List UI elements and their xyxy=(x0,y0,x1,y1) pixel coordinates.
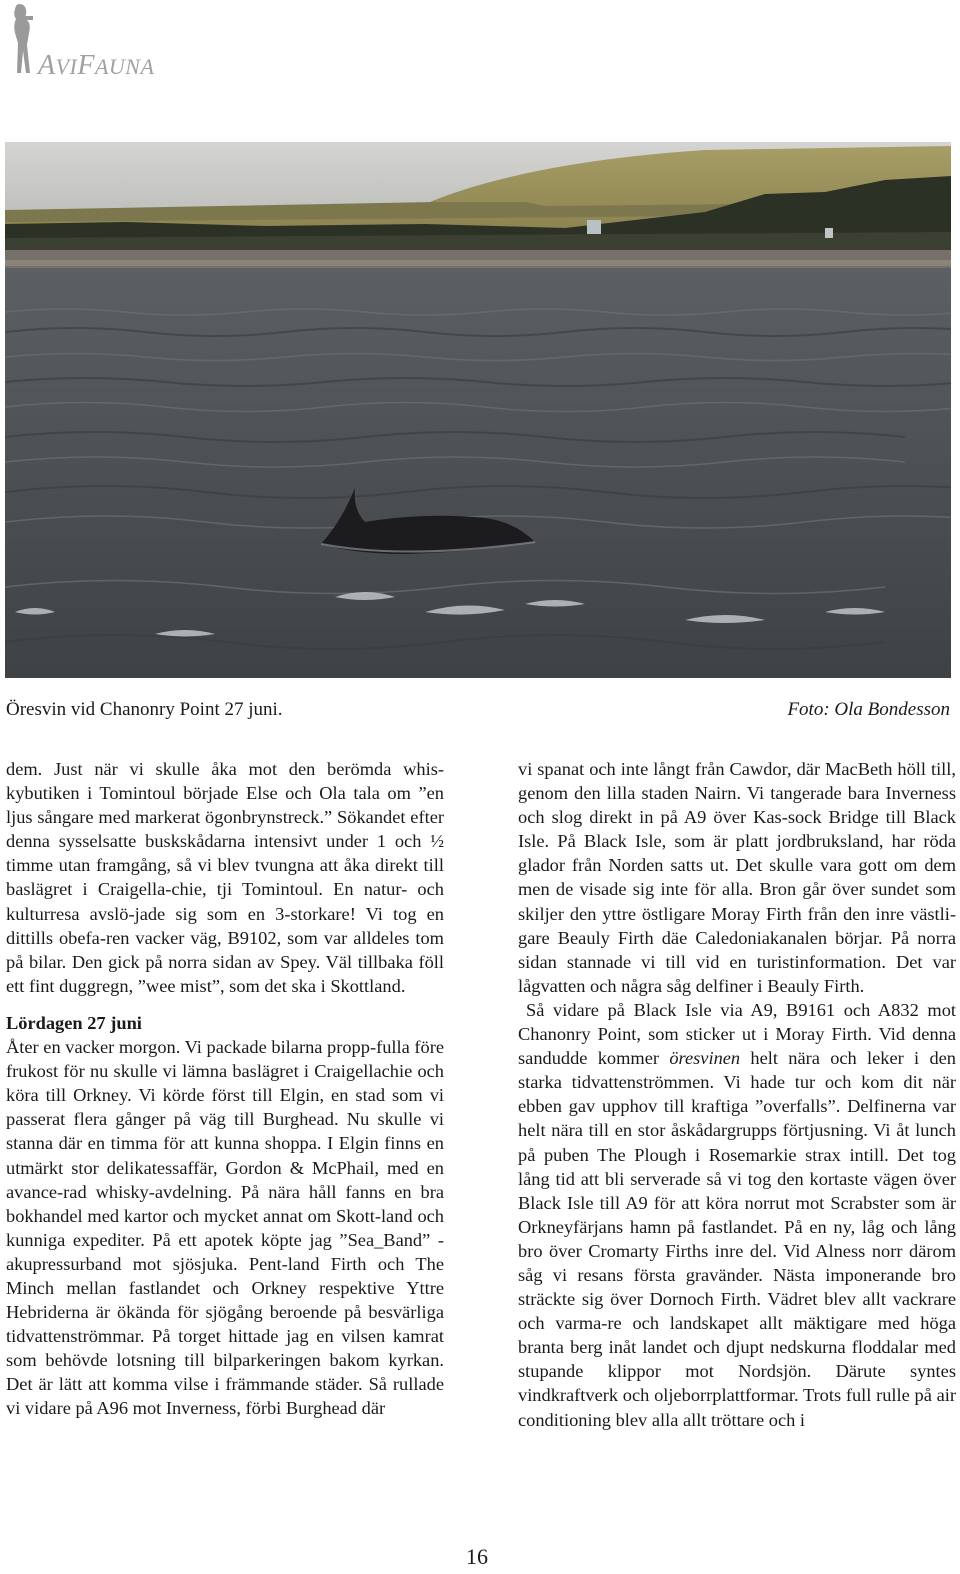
photo-caption: Öresvin vid Chanonry Point 27 juni. xyxy=(6,699,283,720)
dolphin-photo xyxy=(5,142,951,678)
right-paragraph-1: vi spanat och inte långt från Cawdor, där MacBeth höll till, genom den lilla staden Nairn. Vi tangerade bara Inverness och slog direkt in på A9 över Kas-sock Bridge till Black Isle. På Black Isle, som är platt jordbruksland, har röda glador från Norden satts ut. Det skulle vara gott om dem men de visade sig inte för alla. Bron går över sundet som skiljer den yttre östligare Moray Firth från den inre västli-gare Beauly Firth däe Caledoniakanalen börjar. På norra sidan stannade vi till vid en turistinformation. Det var lågvatten och några såg delfiner i Beauly Firth. xyxy=(518,759,956,996)
left-column xyxy=(6,757,444,1421)
avifauna-logo xyxy=(4,2,184,82)
logo-wordmark: AVIFAUNA xyxy=(38,50,155,81)
emphasis-oresvinen: öresvinen xyxy=(669,1048,741,1069)
left-paragraph-2: Åter en vacker morgon. Vi packade bilarna propp-fulla före frukost för nu skulle vi lämna baslägret i Craigellachie och köra till Orkney. Vi körde först till Elgin, en stad som vi passerat flera gånger på väg till Burghead. Nu skulle vi stanna där en timma för att kunna shoppa. I Elgin finns en utmärkt stor delikatessaffär, Gordon & McPhail, med en avance-rad whisky-avdelning. På nära håll fanns en bra bokhandel med kartor och mycket annat om Skott-land och kunniga expediter. På ett apotek köpte jag ”Sea_Band” - akupressurband mot sjösjuka. Pent-land Firth och The Minch mellan fastlandet och Orkney respektive Yttre Hebriderna är ökända för sjögång beroende på besvärliga tidvattenströmmar. På torget hittade jag en vilsen kamrat som behövde lotsning till bilparkeringen bakom kyrkan. Det är lätt att komma vilse i främmande städer. Så rullade vi vidare på A96 mot Inverness, förbi Burghead där xyxy=(6,1037,444,1419)
dolphin-photo-image xyxy=(5,142,951,678)
page-number: 16 xyxy=(466,1544,488,1569)
right-column xyxy=(518,757,956,1432)
photo-credit: Foto: Ola Bondesson xyxy=(787,699,950,720)
left-paragraph-1: dem. Just när vi skulle åka mot den berömda whis-kybutiken i Tomintoul började Else och Ola tala om ”en ljus sångare med markerat ögonbrynstreck.” Sökandet efter denna sysselsatte buskskådarna intensivt under 1 och ½ timme utan framgång, så vi blev tvungna att åka direkt till baslägret i Craigella-chie, tji Tomintoul. En natur- och kulturresa avslö-jade sig som en 3-storkare! Vi tog en dittills obefa-ren vacker väg, B9102, som var alldeles tom på bilar. Den gick på norra sidan av Spey. Väl tillbaka föll ett fint duggregn, ”wee mist”, som det ska i Skottland. xyxy=(6,759,444,996)
right-paragraph-2: Så vidare på Black Isle via A9, B9161 och A832 mot Chanonry Point, som sticker ut i Moray Firth. Vid denna sandudde kommer öresvinen helt nära och leker i den starka tidvattenströmmen. Vi hade tur och kom dit när ebben gav upphov till kraftiga ”overfalls”. Delfinerna var helt nära till en stor åskådargrupps förtjusning. Vi åt lunch på puben The Plough i Rosemarkie strax intill. Det tog lång tid att bli serverade så vi tog den kortaste vägen över Black Isle till A9 för att köra norrut mot Scrabster som är Orkneyfärjans hamn på fastlandet. På en ny, låg och lång bro över Cromarty Firths inre del. Vid Alness norr därom såg vi resans första gravänder. Nästa imponerande bro sträckte sig över Dornoch Firth. Vädret blev allt vackrare och varma-re och landskapet allt mäktigare med höga branta berg inåt landet och djupt nedskurna floddalar med stupande klippor mot Nordsjön. Därute syntes vindkraftverk och oljeborrplattformar. Trots full rulle på air conditioning blev alla allt tröttare och i xyxy=(518,999,956,1430)
section-heading: Lördagen 27 juni xyxy=(6,1012,142,1033)
